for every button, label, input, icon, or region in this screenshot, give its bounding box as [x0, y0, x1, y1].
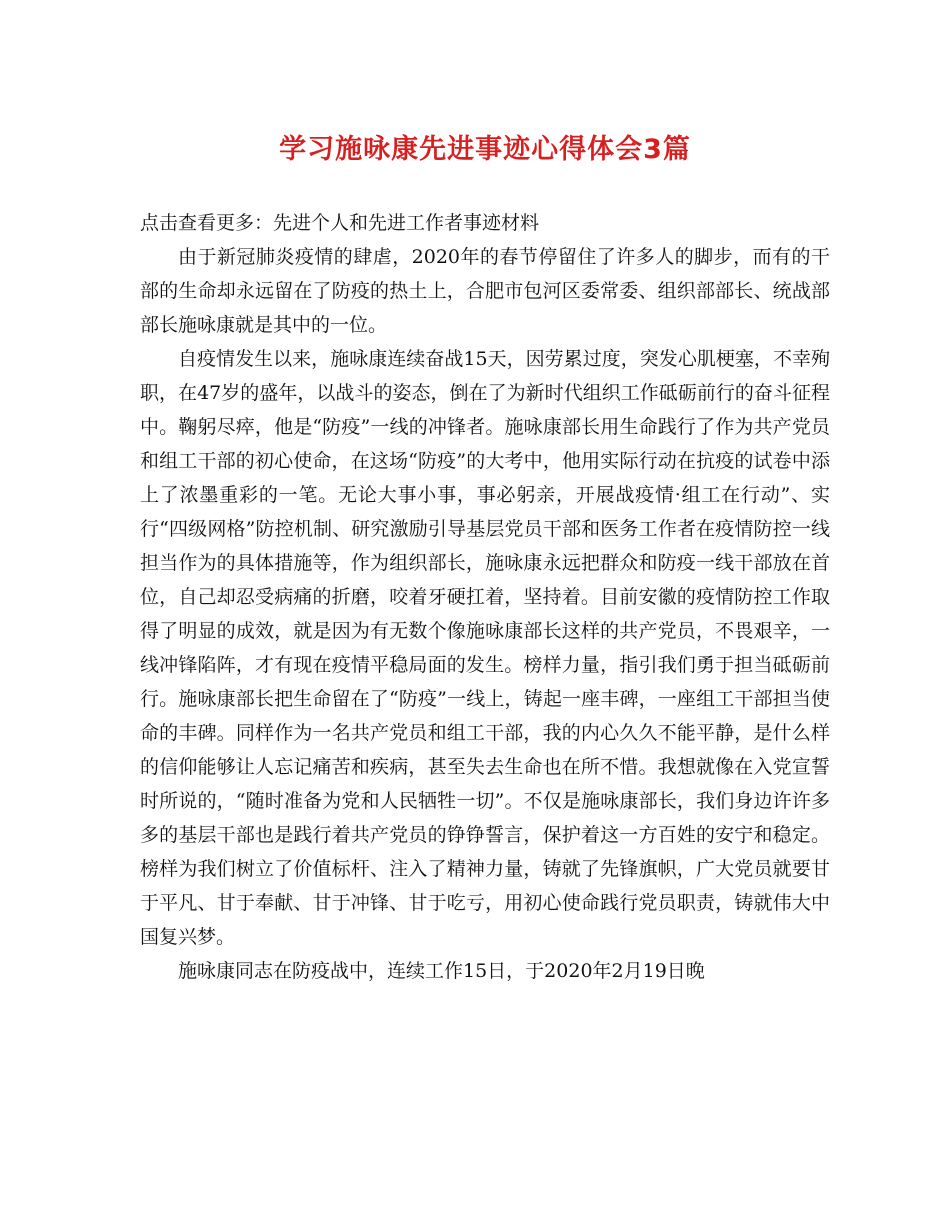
body-paragraph-2: 自疫情发生以来，施咏康连续奋战15天，因劳累过度，突发心肌梗塞，不幸殉职，在47岁的盛年，以战斗的姿态，倒在了为新时代组织工作砥砺前行的奋斗征程中。鞠躬尽瘁，他是“防疫”一线的冲锋者。施咏康部长用生命践行了作为共产党员和组工干部的初心使命，在这场“防疫”的大考中，他用实际行动在抗疫的试卷中添上了浓墨重彩的一笔。无论大事小事，事必躬亲，开展战疫情·组工在行动”、实行“四级网格”防控机制、研究激励引导基层党员干部和医务工作者在疫情防控一线担当作为的具体措施等，作为组织部长，施咏康永远把群众和防疫一线干部放在首位，自己却忍受病痛的折磨，咬着牙硬扛着，坚持着。目前安徽的疫情防控工作取得了明显的成效，就是因为有无数个像施咏康部长这样的共产党员，不畏艰辛，一线冲锋陷阵，才有现在疫情平稳局面的发生。榜样力量，指引我们勇于担当砥砺前行。施咏康部长把生命留在了“防疫”一线上，铸起一座丰碑，一座组工干部担当使命的丰碑。同样作为一名共产党员和组工干部，我的内心久久不能平静，是什么样的信仰能够让人忘记痛苦和疾病，甚至失去生命也在所不惜。我想就像在入党宣誓时所说的，“随时准备为党和人民牺牲一切”。不仅是施咏康部长，我们身边许许多多的基层干部也是践行着共产党员的铮铮誓言，保护着这一方百姓的安宁和稳定。榜样为我们树立了价值标杆、注入了精神力量，铸就了先锋旗帜，广大党员就要甘于平凡、甘于奉献、甘于冲锋、甘于吃亏，用初心使命践行党员职责，铸就伟大中国复兴梦。 [140, 348, 830, 948]
body-paragraph-1: 由于新冠肺炎疫情的肆虐，2020年的春节停留住了许多人的脚步，而有的干部的生命却永远留在了防疫的热土上，合肥市包河区委常委、组织部部长、统战部部长施咏康就是其中的一位。 [140, 246, 830, 336]
more-materials-link[interactable]: 点击查看更多：先进个人和先进工作者事迹材料 [140, 212, 540, 234]
body-paragraph-3: 施咏康同志在防疫战中，连续工作15日，于2020年2月19日晚 [178, 960, 705, 982]
document-title: 学习施咏康先进事迹心得体会3篇 [279, 134, 691, 165]
